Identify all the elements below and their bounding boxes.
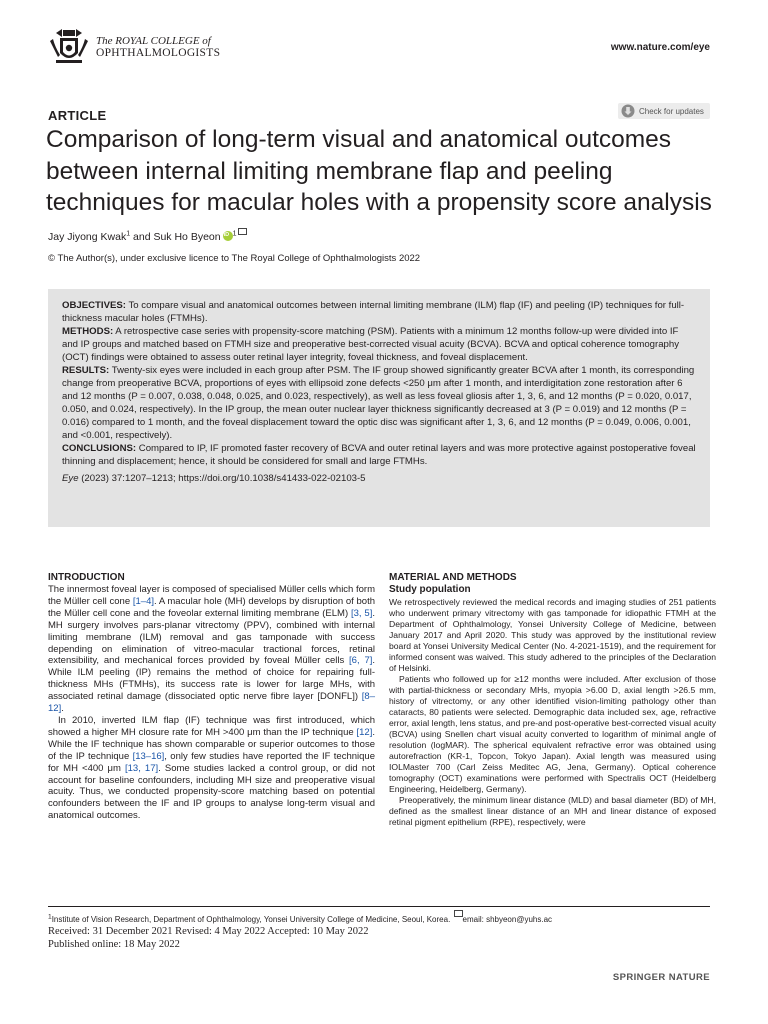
section-heading: MATERIAL AND METHODS	[389, 572, 517, 583]
email-envelope-icon[interactable]	[238, 228, 247, 235]
college-name-line2: OPHTHALMOLOGISTS	[96, 47, 221, 59]
body-text: . A macular hole (MH) develops by disruption of both the Müller cell cone and the foveolar external limiting membrane (ELM)	[48, 595, 376, 619]
reference-link[interactable]: [1–4]	[132, 595, 154, 607]
check-for-updates-icon	[621, 104, 635, 118]
affiliation-marker: 1	[48, 913, 52, 921]
reference-link[interactable]: [6, 7]	[349, 655, 373, 667]
orcid-icon[interactable]	[223, 231, 233, 241]
abstract-section-text: A retrospective case series with propensity-score matching (PSM). Patients with a minimum 12 months follow-up were divided into IF and IP groups and matched based on FTMH size and preoperative best-corrected visual acuity (BCVA). BCVA and optical coherence tomography (OCT) findings were obtained to assess outer retinal layer integrity, foveal thickness, and foveal displacement.	[62, 326, 679, 363]
citation-line	[62, 472, 696, 485]
abstract-section-text: Compared to IP, IF promoted faster recovery of BCVA and outer retinal layers and was more protective against postoperative foveal thinning and displacement; hence, it should be considered for small and large FTMHs.	[62, 443, 696, 467]
article-type-label: ARTICLE	[48, 108, 107, 123]
affiliation-marker: 1	[126, 230, 131, 238]
reference-link[interactable]: [13–16]	[132, 750, 165, 762]
check-for-updates-button[interactable]	[618, 103, 710, 119]
college-name	[96, 35, 220, 59]
body-paragraph: We retrospectively reviewed the medical records and imaging studies of 251 patients who underwent primary vitrectomy with gas tamponade for idiopathic FTMH at the Department of Ophthalmology, Yonsei University College of Medicine, between January 2017 and April 2020. This study was approved by the institutional review board at Yonsei University Medical Center (No. 4-2021-1519), and the requirement for informed consent was waived. This study adhered to the principles of the Declaration of Helsinki.	[389, 597, 716, 673]
body-text: The innermost foveal layer is composed of specialised Müller cells which form the Müller cell cone	[48, 584, 375, 607]
abstract-section-text: To compare visual and anatomical outcomes between internal limiting membrane (ILM) flap (IF) and peeling (IP) techniques for full-thickness macular holes (FTMHs).	[62, 300, 685, 324]
corresponding-email[interactable]: email: shbyeon@yuhs.ac	[462, 915, 553, 924]
body-paragraph	[48, 715, 375, 822]
affiliation-text: Institute of Vision Research, Department of Ophthalmology, Yonsei University College of Medicine, Seoul, Korea.	[51, 915, 453, 924]
citation-doi[interactable]: (2023) 37:1207–1213; https://doi.org/10.1038/s41433-022-02103-5	[78, 473, 366, 484]
college-logo	[48, 26, 238, 68]
reference-link[interactable]: [13, 17]	[125, 762, 159, 774]
college-crest-icon	[48, 27, 90, 67]
reference-link[interactable]: [3, 5]	[351, 607, 373, 619]
abstract-section-label: CONCLUSIONS:	[62, 443, 137, 454]
reference-link[interactable]: [8–12]	[48, 691, 375, 715]
body-text: . While the IF technique has shown comparable or superior outcomes to those of the IP technique	[48, 726, 375, 762]
author-conjunction: and	[130, 231, 154, 243]
abstract-objectives	[62, 299, 696, 325]
journal-name: Eye	[62, 473, 79, 484]
received-dates: Received: 31 December 2021 Revised: 4 May 2022 Accepted: 10 May 2022	[48, 926, 369, 937]
abstract-conclusions	[62, 442, 696, 468]
reference-link[interactable]: [12]	[356, 726, 373, 738]
abstract-section-label: METHODS:	[62, 326, 114, 337]
body-text: In 2010, inverted ILM flap (IF) technique was first introduced, which showed a higher MH closure rate for MH >400 μm than the IP technique	[48, 714, 375, 738]
check-for-updates-label: Check for updates	[639, 106, 704, 116]
affiliation-marker: 1	[232, 230, 237, 238]
abstract-section-label: RESULTS:	[62, 365, 110, 376]
published-date: Published online: 18 May 2022	[48, 938, 180, 950]
article-title: Comparison of long-term visual and anatomical outcomes between internal limiting membrane flap and peeling techniques for macular holes with a propensity score analysis	[46, 126, 712, 216]
subsection-heading: Study population	[389, 584, 471, 595]
author-name[interactable]: Suk Ho Byeon	[153, 231, 221, 243]
introduction-section	[48, 572, 375, 822]
abstract-section-text: Twenty-six eyes were included in each group after PSM. The IF group showed significantly greater BCVA after 1 month, its corresponding change from preoperative BCVA, proportions of eyes with ellipsoid zone defects <250 μm after 1 month, and interdigitation zone restoration after 6 and 12 months (P = 0.007, 0.038, 0.048, 0.025, and 0.023, respectively), as well as less foveal gliosis after 1, 3, 6, and 12 months (P = 0.020, 0.017, 0.050, and 0.024, respectively). In the IP group, the mean outer nuclear layer thickness significantly decreased at 3 (P = 0.019) and 12 months (P = 0.016) compared to 1 month, and the foveal displacement toward the optic disc was significant after 1, 3, 6, and 12 months (P = 0.049, 0.006, 0.001, and <0.001, respectively).	[62, 365, 695, 441]
abstract-section-label: OBJECTIVES:	[62, 300, 126, 311]
body-text: , only few studies have reported the IF technique for MH <400 μm	[48, 750, 375, 774]
section-heading: INTRODUCTION	[48, 572, 125, 583]
copyright-notice: © The Author(s), under exclusive licence to The Royal College of Ophthalmologists 2022	[48, 253, 421, 264]
body-paragraph: Patients who followed up for ≥12 months were included. After exclusion of those with partial-thickness or secondary MHs, myopia >6.00 D, axial length >26.5 mm, history of vitrectomy, or any other identified vision-limiting pathology other than cataracts, 80 patients were selected. Demographic data included sex, age, refractive error, axial length, lens status, and pre-and post-operative best-corrected visual acuity (BCVA) using Snellen chart visual acuity converted to logarithm of minimal angle of resolution (logMAR). The spherical equivalent refractive error was obtained using autorefraction (KR-1, Topcon, Tokyo Japan). Axial length was measured using IOLMaster 700 (Carl Zeiss Meditec AG, Jena, Germany). Optical coherence tomography (OCT) examinations were performed with Spectralis OCT (Heidelberg Engineering, Heidelberg, Germany).	[389, 674, 716, 794]
author-name[interactable]: Jay Jiyong Kwak	[48, 231, 127, 243]
journal-url-link[interactable]: www.nature.com/eye	[610, 42, 710, 53]
author-list	[48, 228, 247, 243]
footnote-divider	[48, 906, 710, 907]
publication-dates	[48, 926, 368, 951]
body-paragraph: Preoperatively, the minimum linear distance (MLD) and basal diameter (BD) of MH, defined as the smallest linear distance of an MH and linear distance of exposed retinal pigment epithelium (RPE), respectively, were	[389, 795, 716, 827]
publisher-logo: SPRINGER NATURE	[612, 972, 710, 983]
body-text: .	[61, 703, 64, 715]
abstract-results	[62, 364, 696, 442]
college-name-line1: The ROYAL COLLEGE of	[96, 35, 211, 47]
body-paragraph	[48, 584, 375, 715]
abstract-methods	[62, 325, 696, 364]
body-text: . Some studies lacked a control group, or did not account for baseline confounders, including MH size and preoperative visual acuity. Thus, we conducted propensity-score matching based on potential confounders between the IF and IP groups to analyse long-term visual and anatomical outcomes.	[48, 762, 375, 822]
body-text: . MH surgery involves pars-planar vitrectomy (PPV), combined with internal limiting membrane (ILM) removal and gas tamponade with success depending on elimination of vitreo-macular tractional forces, retinal extensibility, and mechanical forces provided by foveal Müller cells	[48, 607, 375, 667]
affiliation-footnote	[48, 910, 552, 924]
body-text: . While ILM peeling (IP) remains the method of choice for repairing full-thickness MHs (FTMHs), its success rate is lower for large MHs, with associated retinal damage (dissociated optic nerve fibre layer [DONFL])	[48, 655, 376, 703]
abstract-box	[48, 289, 710, 527]
email-envelope-icon	[454, 910, 463, 917]
methods-section	[389, 572, 716, 828]
